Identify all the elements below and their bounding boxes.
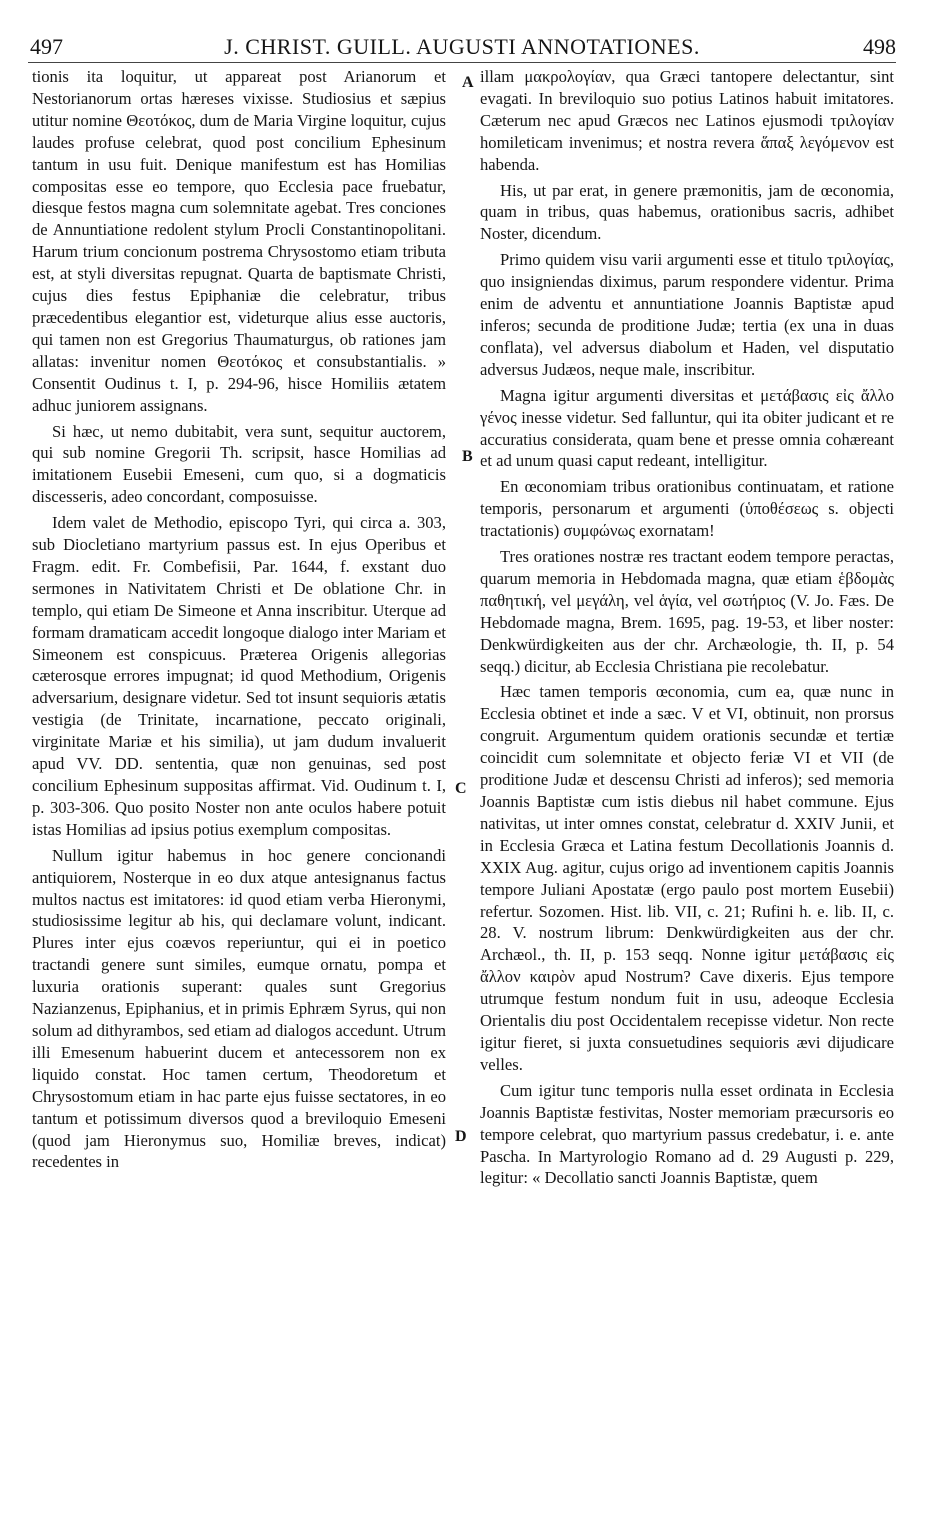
paragraph: Si hæc, ut nemo dubitabit, vera sunt, sequitur auctorem, qui sub nomine Gregorii Th. scripsit, hasce Homilias ad imitationem Eusebii Emeseni, cum quo, si a dogmaticis discesseris, adeo concordant, composuisse.: [32, 421, 446, 507]
margin-marker-b: B: [462, 448, 473, 465]
paragraph: Cum igitur tunc temporis nulla esset ordinata in Ecclesia Joannis Baptistæ festivitas, Noster memoriam præcursoris eo tempore celebrat, quo martyrium passus credebatur, i. e. ante Pascha. In Martyrologio Romano ad d. 29 Augusti p. 229, legitur: « Decollatio sancti Joannis Baptistæ, quem: [480, 1080, 894, 1188]
margin-marker-c: C: [455, 780, 467, 797]
margin-marker-d: D: [455, 1128, 467, 1145]
right-column: [480, 66, 894, 1193]
paragraph: Primo quidem visu varii argumenti esse et titulo τριλογίας, quo insigniendas diximus, parum respondere videntur. Prima enim de adventu et annuntiatione Joannis Baptistæ apud inferos; secunda de proditione Judæ; tertia (ex una in duas conflata), vel adversus diabolum et Haden, vel disputatio adversus Judæos, neque male, inscribitur.: [480, 250, 894, 379]
paragraph: Idem valet de Methodio, episcopo Tyri, qui circa a. 303, sub Diocletiano martyrium passus est. In ejus Operibus et Fragm. edit. Fr. Combefisii, Par. 1644, f. exstant duo sermones in Nativitatem Christi et De oblatione Chr. in templo, qui etiam De Simeone et Anna inscribitur. Uterque ad formam dramaticam accedit longoque dialogo inter Mariam et Simeonem est conspicuus. Præterea Origenis allegorias cæterosque errores impugnat; id quod Methodium, Origenis adversarium, designare videtur. Sed tot insunt sequioris ætatis vestigia (de Trinitate, incarnatione, peccato originali, virginitate Mariæ et his similia), ut jam dudum invaluerit apud VV. DD. sententia, quæ non genuinas, sed post concilium Ephesinum suppositas affirmat. Vid. Oudinum t. I, p. 303-306. Quo posito Noster non ante oculos habere potuit istas Homilias ad ipsius potius exemplum compositas.: [32, 513, 446, 839]
paragraph: Nullum igitur habemus in hoc genere concionandi antiquiorem, Nosterque in eo dux atque antesignanus factus multos nactus est imitatores: id quod etiam verba Hieronymi, studiosissime legitur ab his, qui declamare volunt, indicant. Plures inter ejus coævos reperiuntur, qui ei in poetico tractandi genere sunt similes, eumque ornatu, pompa et luxuria orationis superant: quales sunt Gregorius Nazianzenus, Epiphanius, et in primis Ephræm Syrus, qui non solum ad dithyrambos, sed etiam ad dialogos accedunt. Utrum illi Emesenum habuerint ducem et antecessorem non ex liquido constat. Hoc tamen certum, Theodoretum et Chrysostomum etiam in hac parte ejus fuisse sectatores, in eo tantum et potissimum diversos quod a breviloquio Emeseni (quod jam Hieronymus suo, Homiliæ breves, indicat) recedentes in: [32, 845, 446, 1172]
paragraph: Hæc tamen temporis œconomia, cum ea, quæ nunc in Ecclesia obtinet et inde a sæc. V et VI, obtinuit, non prorsus congruit. Argumentum quidem orationis secundæ et tertiæ coincidit cum solemnitate et objecto feriæ VI et VII (de proditione Judæ et descensu Christi ad inferos); sed memoria Joannis Baptistæ cum istis diebus nil habet commune. Ejus nativitas, ut inter omnes constat, celebratur d. XXIV Junii, et in Ecclesia Græca et Latina festum Decollationis Joannis d. XXIX Aug. agitur, cujus origo ad inventionem capitis Joannis tempore Juliani Apostatæ (ergo paulo post mortem Eusebii) refertur. Sozomen. Hist. lib. VII, c. 21; Rufini h. e. lib. II, c. 28. V. nostrum librum: Denkwürdigkeiten aus der chr. Archæol., th. II, p. 153 seqq. Nonne igitur μετάβασις εἰς ἄλλον καιρὸν apud Nostrum? Cave dixeris. Ejus tempore utrumque festum nondum fuit in usu, adeoque Ecclesia Orientalis diu post Occidentalem recepisse videtur. Non recte igitur fieret, si juxta consuetudines sequioris ævi dijudicare velles.: [480, 682, 894, 1074]
paragraph: En œconomiam tribus orationibus continuatam, et ratione temporis, personarum et argumenti (ὑποθέσεως s. objecti tractationis) συμφώνως exornatam!: [480, 477, 894, 541]
page-number-left: 497: [30, 34, 63, 59]
page-header: [28, 28, 896, 63]
paragraph: Magna igitur argumenti diversitas et μετάβασις εἰς ἄλλο γένος inesse videtur. Sed falluntur, qui ita obiter judicant et re accuratius considerata, quam bene et presse omnia cohæreant et ad unum quasi caput redeant, intelligitur.: [480, 385, 894, 471]
page-number-right: 498: [863, 34, 896, 59]
running-title: J. CHRIST. GUILL. AUGUSTI ANNOTATIONES.: [224, 34, 700, 59]
paragraph: tionis ita loquitur, ut appareat post Arianorum et Nestorianorum ortas hæreses vixisse. Studiosius et sæpius utitur nomine Θεοτόκος, dum de Maria Virgine loquitur, cujus laudes profuse celebrat, quod post concilium Ephesinum tantum in usu fuit. Denique manifestum est has Homilias compositas esse eo tempore, quo Ecclesia pace fruebatur, diesque festos magna cum solemnitate agebat. Tres conciones de Annuntiatione redolent stylum Procli Constantinopolitani. Harum trium concionum postrema Chrysostomo etiam tributa est, at styli diversitas repugnat. Quarta de baptismate Christi, cujus dies festus Epiphaniæ die celebratur, tribus præcedentibus elegantior est, videturque alius esse auctoris, qui tamen non est Gregorius Thaumaturgus, ob rationes jam allatas: invenitur nomen Θεοτόκος et consubstantialis. » Consentit Oudinus t. I, p. 294-96, hisce Homiliis ætatem adhuc juniorem assignans.: [32, 67, 446, 415]
paragraph: His, ut par erat, in genere præmonitis, jam de œconomia, quam in tribus, quas habemus, orationibus sacris, adhibet Noster, dicendum.: [480, 180, 894, 244]
margin-marker-a: A: [462, 74, 474, 91]
paragraph: illam μακρολογίαν, qua Græci tantopere delectantur, sint evagati. In breviloquio suo potius Latinos habuit imitatores. Cæterum nec apud Græcos nec Latinos ejusmodi τριλογίαν homileticam invenimus; et nostra revera ἅπαξ λεγόμενον est habenda.: [480, 67, 894, 174]
paragraph: Tres orationes nostræ res tractant eodem tempore peractas, quarum memoria in Hebdomada magna, quæ etiam ἑβδομὰς παθητική, vel μεγάλη, vel ἁγία, vel σωτήριος (V. Jo. Fæs. De Hebdomade magna, Brem. 1695, pag. 19-53, et liber noster: Denkwürdigkeiten aus der chr. Archæologie, th. II, p. 54 seqq.) dicitur, ab Ecclesia Christiana pie recolebatur.: [480, 547, 894, 676]
left-column: [32, 66, 446, 1177]
